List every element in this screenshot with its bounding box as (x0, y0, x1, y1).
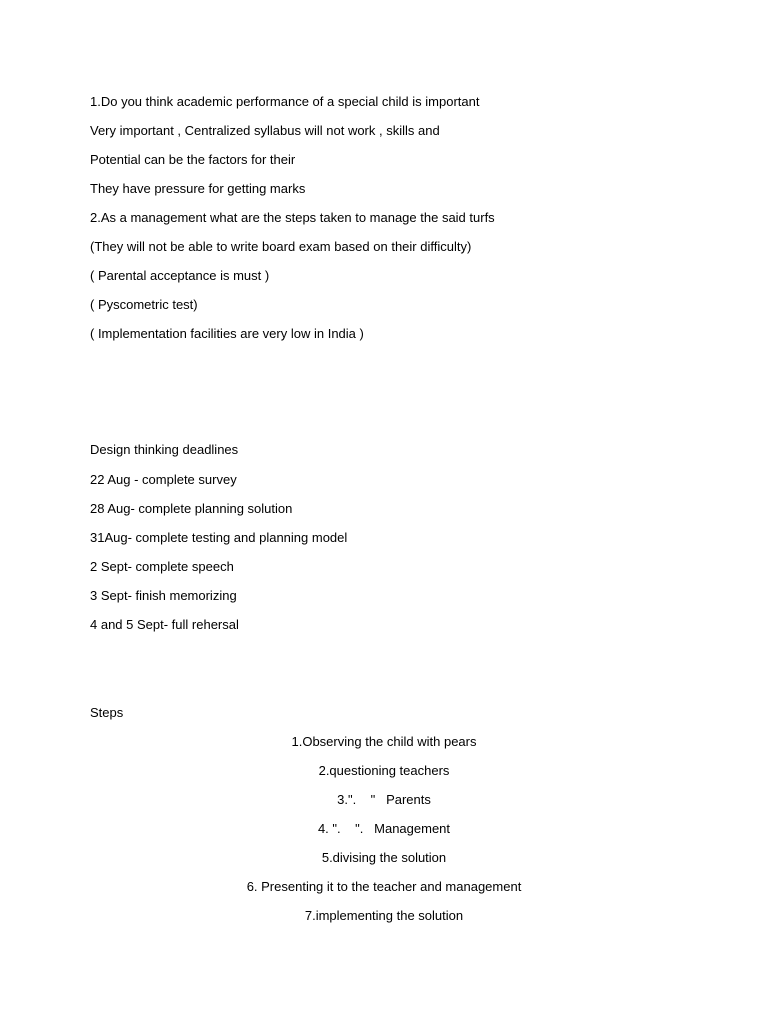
deadline-item-2: 28 Aug- complete planning solution (90, 501, 293, 516)
interview-line-9: ( Implementation facilities are very low in India ) (90, 326, 364, 341)
interview-line-1: 1.Do you think academic performance of a special child is important (90, 94, 480, 109)
interview-line-3: Potential can be the factors for their (90, 152, 296, 167)
deadline-item-3: 31Aug- complete testing and planning model (90, 530, 348, 545)
deadline-item-6: 4 and 5 Sept- full rehersal (90, 617, 239, 632)
interview-line-6: (They will not be able to write board exam based on their difficulty) (90, 239, 472, 254)
step-item-3: 3.". " Parents (337, 792, 431, 807)
steps-heading: Steps (90, 705, 124, 720)
deadlines-heading: Design thinking deadlines (90, 442, 239, 457)
step-item-4: 4. ". ". Management (317, 821, 451, 836)
step-item-6: 6. Presenting it to the teacher and management (246, 879, 522, 894)
step-item-1: 1.Observing the child with pears (291, 734, 477, 749)
interview-line-7: ( Parental acceptance is must ) (90, 268, 270, 283)
interview-line-8: ( Pyscometric test) (90, 297, 198, 312)
interview-line-4: They have pressure for getting marks (90, 181, 306, 196)
step-item-5: 5.divising the solution (321, 850, 447, 865)
step-item-2: 2.questioning teachers (318, 763, 450, 778)
deadline-item-5: 3 Sept- finish memorizing (90, 588, 237, 603)
deadline-item-1: 22 Aug - complete survey (90, 472, 237, 487)
step-item-7: 7.implementing the solution (304, 908, 464, 923)
interview-line-5: 2.As a management what are the steps taken to manage the said turfs (90, 210, 495, 225)
deadline-item-4: 2 Sept- complete speech (90, 559, 234, 574)
interview-line-2: Very important , Centralized syllabus will not work , skills and (90, 123, 440, 138)
